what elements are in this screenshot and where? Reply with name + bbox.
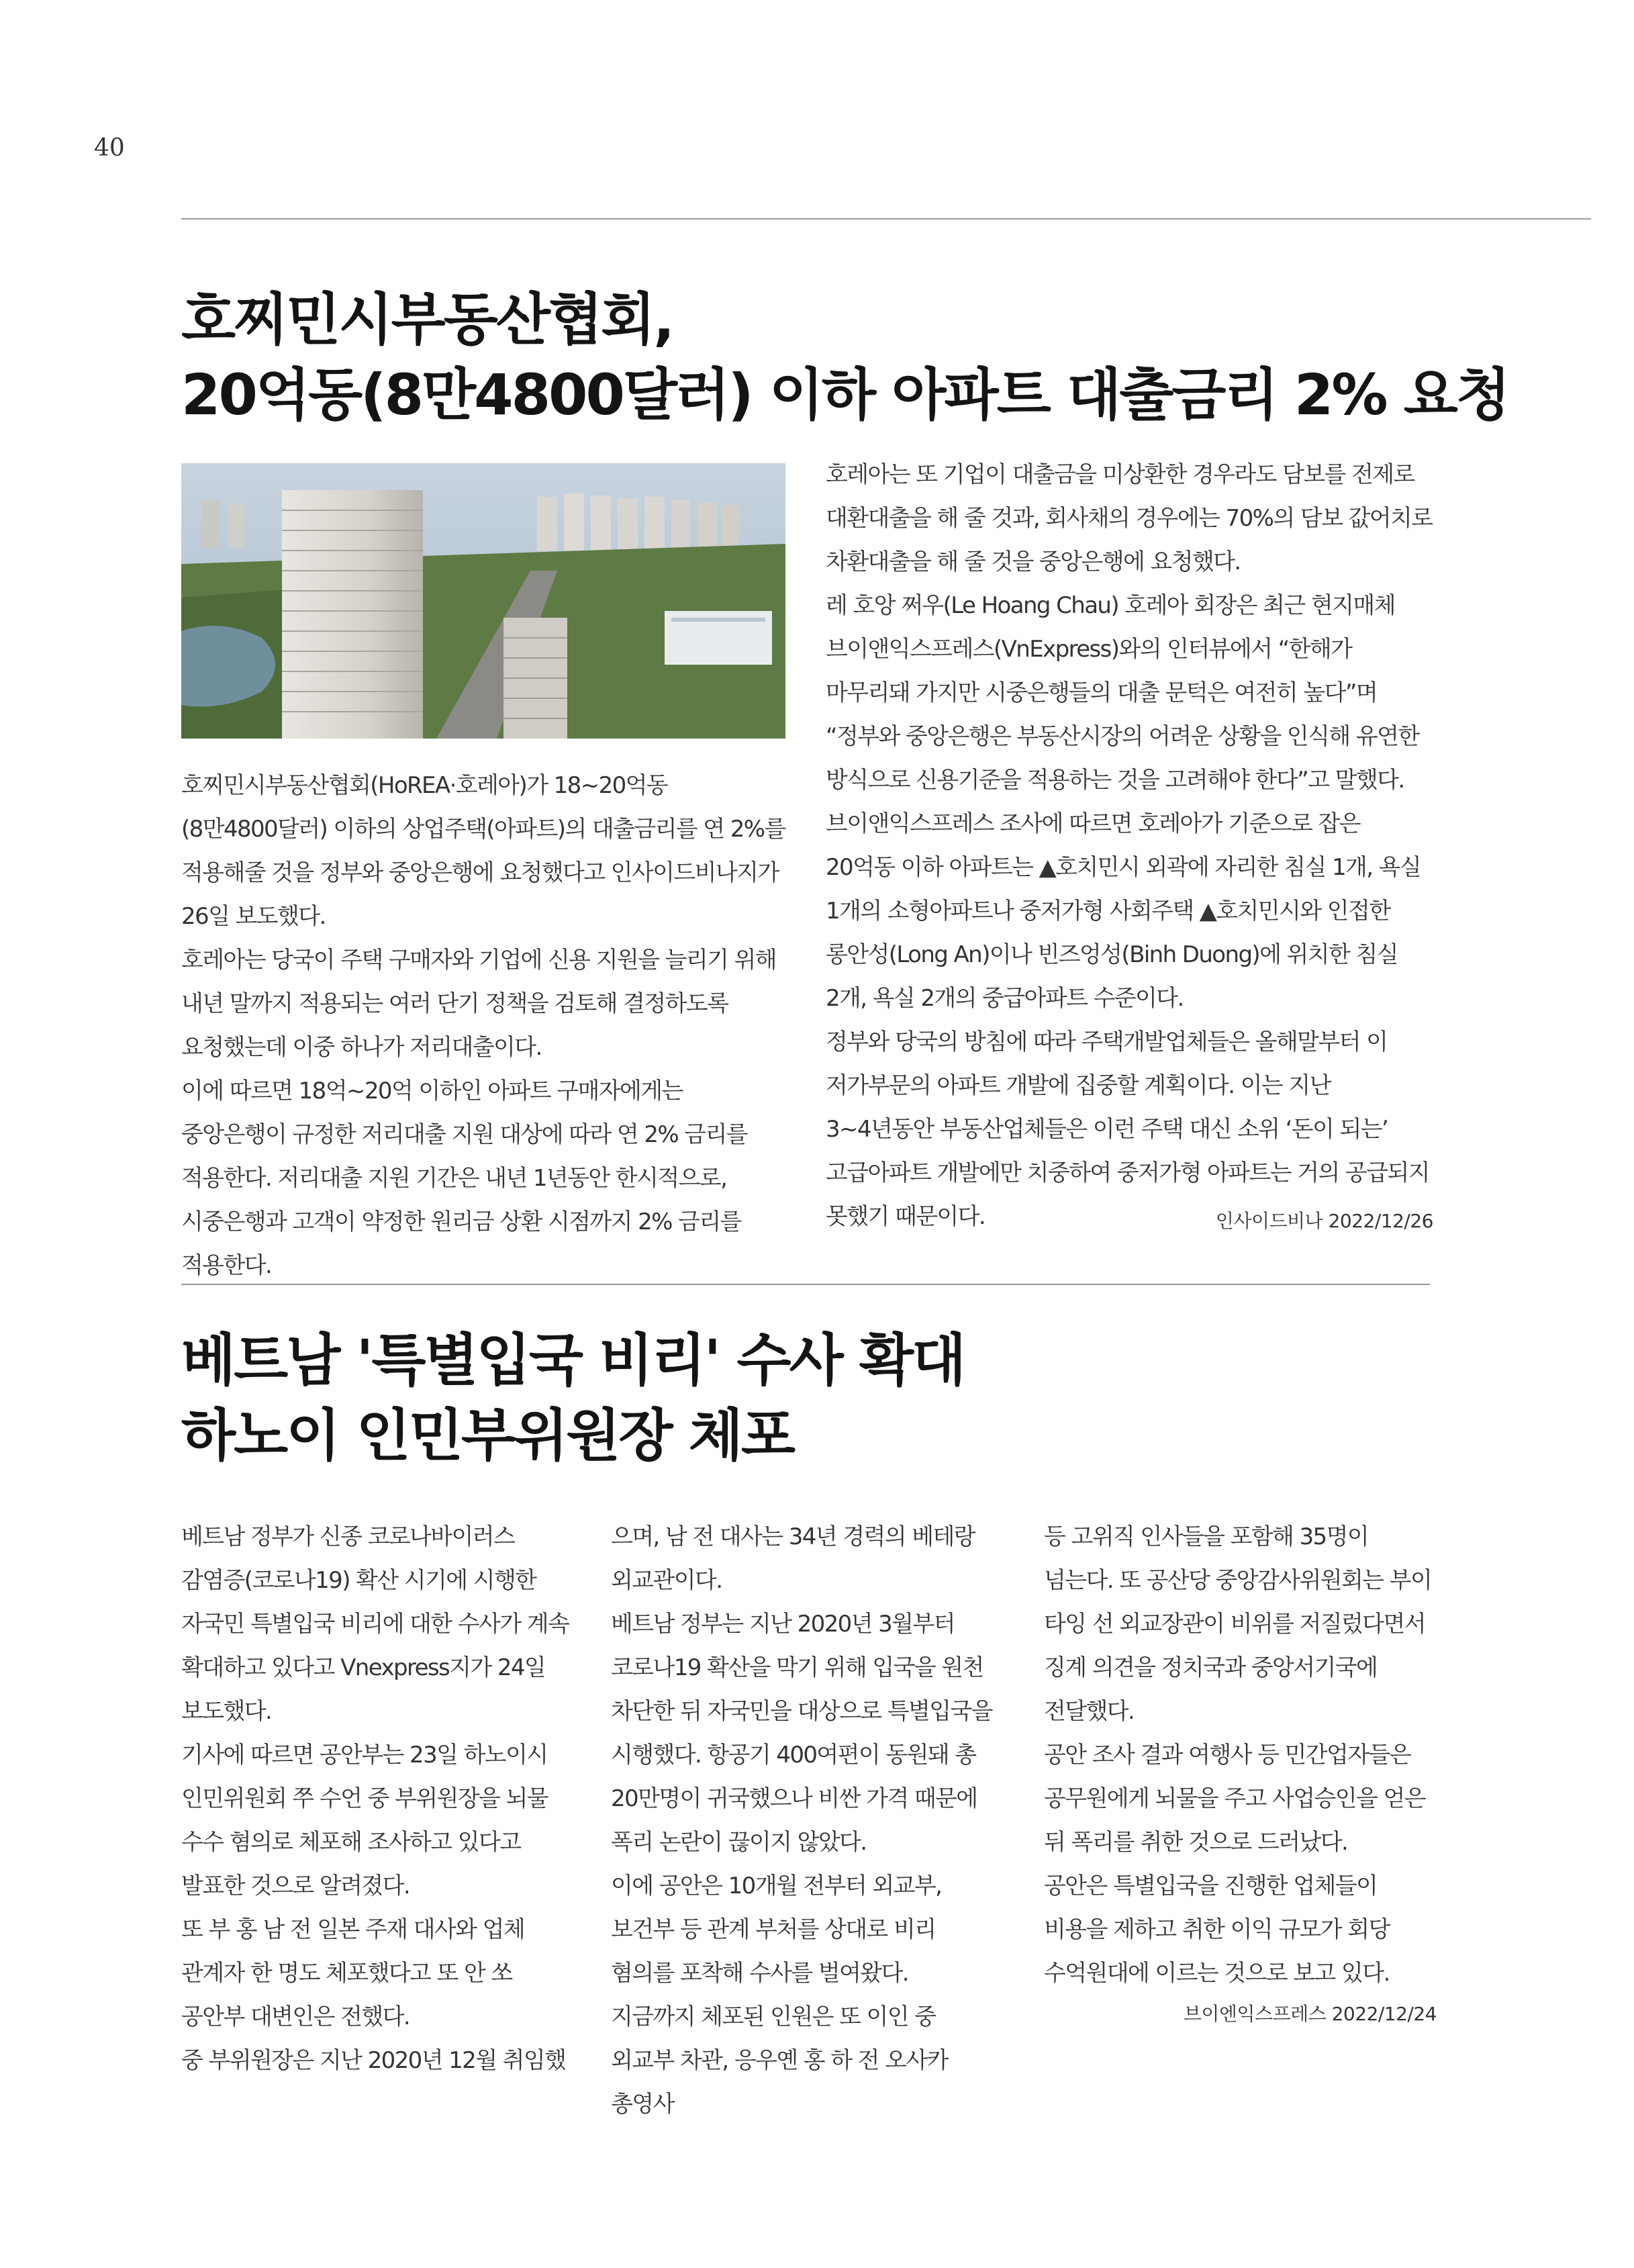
article2-column-1 bbox=[181, 1515, 574, 2083]
article2-paragraph: 베트남 정부가 신종 코로나바이러스 감염증(코로나19) 확산 시기에 시행한 자국민 특별입국 비리에 대한 수사가 계속 확대하고 있다고 Vnexpress지가 24일 보도했다. bbox=[181, 1523, 569, 1725]
article1-headline bbox=[181, 282, 1524, 432]
article2-column-2 bbox=[611, 1515, 1004, 2126]
article1-paragraph: 브이앤익스프레스 조사에 따르면 호레아가 기준으로 잡은 20억동 이하 아파트는 ▲호치민시 외곽에 자리한 침실 1개, 욕실 1개의 소형아파트나 중저가형 사회주택 ▲호치민시와 인접한 롱안성(Long An)이나 빈즈엉성(Binh Duong)에 위치한 침실 2개, 욕실 2개의 중급아파트 수준이다. bbox=[826, 810, 1421, 1012]
article1-paragraph: 정부와 당국의 방침에 따라 주택개발업체들은 올해말부터 이 저가부문의 아파트 개발에 집중할 계획이다. 이는 지난 3~4년동안 부동산업체들은 이런 주택 대신 소위 ‘돈이 되는’ 고급아파트 개발에만 치중하여 중저가형 아파트는 거의 공급되지 못했기 때문이다. bbox=[826, 1029, 1429, 1230]
article2-paragraph: 지금까지 체포된 인원은 또 이인 중 외교부 차관, 응우옌 홍 하 전 오사카 총영사 bbox=[611, 2003, 948, 2118]
article2-headline bbox=[181, 1323, 1524, 1473]
article2-paragraph: 으며, 남 전 대사는 34년 경력의 베테랑 외교관이다. bbox=[611, 1523, 975, 1594]
article2-paragraph: 이에 공안은 10개월 전부터 외교부, 보건부 등 관계 부처를 상대로 비리 혐의를 포착해 수사를 벌여왔다. bbox=[611, 1873, 942, 1987]
top-divider bbox=[181, 218, 1591, 220]
article2-paragraph: 베트남 정부는 지난 2020년 3월부터 코로나19 확산을 막기 위해 입국을 원천 차단한 뒤 자국민을 대상으로 특별입국을 시행했다. 항공기 400여편이 동원돼 총 20만명이 귀국했으나 비싼 가격 때문에 폭리 논란이 끊이지 않았다. bbox=[611, 1611, 992, 1856]
article1-column-2 bbox=[826, 453, 1433, 1235]
article1-headline-line1: 호찌민시부동산협회, bbox=[181, 287, 673, 352]
page-number: 40 bbox=[94, 134, 125, 162]
article1-paragraph: 호레아는 당국이 주택 구매자와 기업에 신용 지원을 늘리기 위해 내년 말까지 적용되는 여러 단기 정책을 검토해 결정하도록 요청했는데 이중 하나가 저리대출이다. bbox=[181, 947, 777, 1061]
article2-headline-line2: 하노이 인민부위원장 체포 bbox=[181, 1403, 794, 1468]
article1-paragraph: 호찌민시부동산협회(HoREA·호레아)가 18~20억동(8만4800달러) 이하의 상업주택(아파트)의 대출금리를 연 2%를 적용해줄 것을 정부와 중앙은행에 요청했다고 인사이드비나지가 26일 보도했다. bbox=[181, 772, 785, 930]
article1-headline-line2: 20억동(8만4800달러) 이하 아파트 대출금리 2% 요청 bbox=[181, 362, 1509, 428]
article1-paragraph: 레 호앙 쩌우(Le Hoang Chau) 호레아 회장은 최근 현지매체 브이앤익스프레스(VnExpress)와의 인터뷰에서 “한해가 마무리돼 가지만 시중은행들의 대출 문턱은 여전히 높다”며 “정부와 중앙은행은 부동산시장의 어려운 상황을 인식해 유연한 방식으로 신용기준을 적용하는 것을 고려해야 한다”고 말했다. bbox=[826, 592, 1419, 794]
article2-headline-line1: 베트남 '특별입국 비리' 수사 확대 bbox=[181, 1327, 965, 1393]
article1-source: 인사이드비나 2022/12/26 bbox=[1215, 1210, 1433, 1232]
article2-paragraph: 중 부위원장은 지난 2020년 12월 취임했 bbox=[181, 2047, 566, 2074]
article2-source: 브이엔익스프레스 2022/12/24 bbox=[1183, 2003, 1437, 2025]
article2-paragraph: 공안 조사 결과 여행사 등 민간업자들은 공무원에게 뇌물을 주고 사업승인을 얻은 뒤 폭리를 취한 것으로 드러났다. bbox=[1044, 1742, 1425, 1856]
article2-paragraph: 등 고위직 인사들을 포함해 35명이 넘는다. 또 공산당 중앙감사위원회는 부이 타잉 선 외교장관이 비위를 저질렀다면서 징계 의견을 정치국과 중앙서기국에 전달했다. bbox=[1044, 1523, 1432, 1725]
article2-column-3 bbox=[1044, 1515, 1437, 2028]
article1-column-1 bbox=[181, 764, 791, 1288]
article1-paragraph: 이에 따르면 18억~20억 이하인 아파트 구매자에게는 중앙은행이 규정한 저리대출 지원 대상에 따라 연 2% 금리를 적용한다. 저리대출 지원 기간은 내년 1년동안 한시적으로, 시중은행과 고객이 약정한 원리금 상환 시점까지 2% 금리를 적용한다. bbox=[181, 1078, 748, 1279]
article1-paragraph: 호레아는 또 기업이 대출금을 미상환한 경우라도 담보를 전제로 대환대출을 해 줄 것과, 회사채의 경우에는 70%의 담보 값어치로 차환대출을 해 줄 것을 중앙은행에 요청했다. bbox=[826, 461, 1433, 575]
article-divider bbox=[181, 1284, 1430, 1285]
article2-paragraph: 기사에 따르면 공안부는 23일 하노이시 인민위원회 쭈 수언 중 부위원장을 뇌물 수수 혐의로 체포해 조사하고 있다고 발표한 것으로 알려졌다. bbox=[181, 1742, 548, 1899]
article2-paragraph: 공안은 특별입국을 진행한 업체들이 비용을 제하고 취한 이익 규모가 회당 수억원대에 이르는 것으로 보고 있다. bbox=[1044, 1873, 1390, 1987]
article2-paragraph: 또 부 홍 남 전 일본 주재 대사와 업체 관계자 한 명도 체포했다고 또 안 쏘 공안부 대변인은 전했다. bbox=[181, 1916, 525, 2030]
article1-photo bbox=[181, 463, 785, 739]
